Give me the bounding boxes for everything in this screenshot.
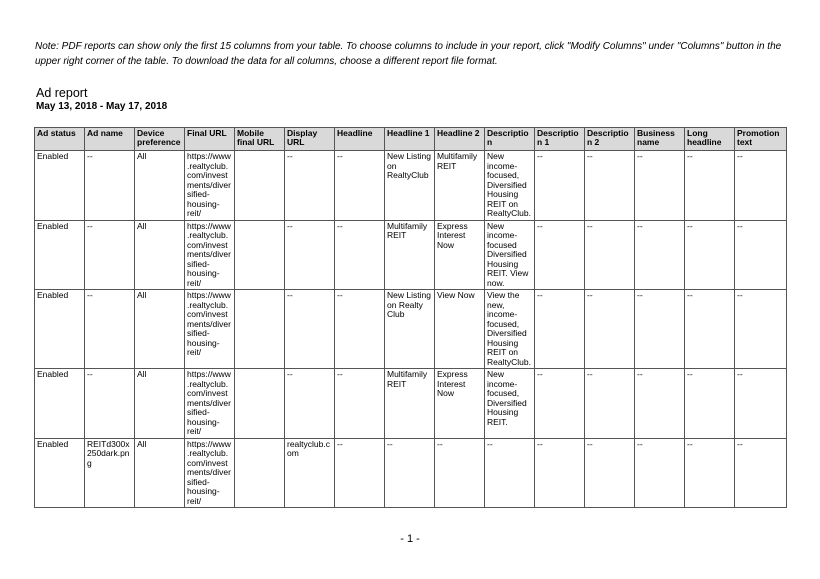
cell-display-url: --	[285, 290, 335, 369]
cell-description-1: --	[535, 220, 585, 290]
cell-display-url: realtyclub.com	[285, 438, 335, 508]
cell-long-headline: --	[685, 220, 735, 290]
report-note: Note: PDF reports can show only the first 15 columns from your table. To choose columns to include in your report, click "Modify Columns" under "Columns" button in the upper right corner of the table. To download the data for all columns, choose a different report file format.	[35, 41, 782, 67]
cell-promotion-text: --	[735, 369, 787, 439]
cell-headline-1: New Listing on RealtyClub	[385, 151, 435, 221]
cell-final-url: https://www.realtyclub.com/investments/diversified-housing-reit/	[185, 438, 235, 508]
cell-device-preference: All	[135, 438, 185, 508]
cell-mobile-final-url	[235, 290, 285, 369]
cell-headline: --	[335, 369, 385, 439]
cell-business-name: --	[635, 220, 685, 290]
cell-final-url: https://www.realtyclub.com/investments/diversified-housing-reit/	[185, 369, 235, 439]
header-promotion-text: Promotion text	[735, 128, 787, 151]
cell-description-2: --	[585, 220, 635, 290]
cell-headline-2: Express Interest Now	[435, 220, 485, 290]
cell-ad-name: REITd300x250dark.png	[85, 438, 135, 508]
header-long-headline: Long headline	[685, 128, 735, 151]
cell-promotion-text: --	[735, 220, 787, 290]
table-row	[35, 220, 787, 290]
cell-final-url: https://www.realtyclub.com/investments/diversified-housing-reit/	[185, 290, 235, 369]
cell-headline-2: Multifamily REIT	[435, 151, 485, 221]
cell-headline-2: --	[435, 438, 485, 508]
cell-long-headline: --	[685, 151, 735, 221]
table-header-row	[35, 128, 787, 151]
cell-description: New income-focused Diversified Housing REIT. View now.	[485, 220, 535, 290]
header-headline-2: Headline 2	[435, 128, 485, 151]
cell-final-url: https://www.realtyclub.com/investments/diversified-housing-reit/	[185, 220, 235, 290]
cell-device-preference: All	[135, 220, 185, 290]
cell-description-2: --	[585, 151, 635, 221]
cell-description-1: --	[535, 438, 585, 508]
header-final-url: Final URL	[185, 128, 235, 151]
table-row	[35, 290, 787, 369]
cell-headline: --	[335, 438, 385, 508]
cell-description-1: --	[535, 369, 585, 439]
header-business-name: Business name	[635, 128, 685, 151]
cell-promotion-text: --	[735, 290, 787, 369]
header-description: Description	[485, 128, 535, 151]
cell-description-2: --	[585, 438, 635, 508]
table-row	[35, 369, 787, 439]
cell-ad-name: --	[85, 151, 135, 221]
cell-description: View the new, income-focused, Diversified Housing REIT on RealtyClub.	[485, 290, 535, 369]
cell-description: --	[485, 438, 535, 508]
table-row	[35, 438, 787, 508]
header-device-preference: Device preference	[135, 128, 185, 151]
header-headline-1: Headline 1	[385, 128, 435, 151]
table-row	[35, 151, 787, 221]
cell-ad-name: --	[85, 290, 135, 369]
cell-business-name: --	[635, 369, 685, 439]
cell-long-headline: --	[685, 290, 735, 369]
cell-promotion-text: --	[735, 151, 787, 221]
cell-ad-status: Enabled	[35, 220, 85, 290]
ad-report-table	[34, 127, 787, 508]
cell-description-2: --	[585, 290, 635, 369]
cell-mobile-final-url	[235, 220, 285, 290]
cell-device-preference: All	[135, 151, 185, 221]
cell-ad-status: Enabled	[35, 438, 85, 508]
cell-description: New income-focused, Diversified Housing REIT on RealtyClub.	[485, 151, 535, 221]
page-number: - 1 -	[400, 533, 420, 545]
cell-device-preference: All	[135, 290, 185, 369]
cell-headline-1: New Listing on Realty Club	[385, 290, 435, 369]
cell-headline-1: Multifamily REIT	[385, 369, 435, 439]
cell-business-name: --	[635, 290, 685, 369]
cell-display-url: --	[285, 220, 335, 290]
cell-device-preference: All	[135, 369, 185, 439]
cell-display-url: --	[285, 151, 335, 221]
cell-promotion-text: --	[735, 438, 787, 508]
cell-ad-name: --	[85, 220, 135, 290]
cell-mobile-final-url	[235, 438, 285, 508]
cell-ad-status: Enabled	[35, 151, 85, 221]
report-title: Ad report	[36, 86, 88, 100]
cell-business-name: --	[635, 438, 685, 508]
cell-long-headline: --	[685, 438, 735, 508]
cell-description-1: --	[535, 290, 585, 369]
cell-description-1: --	[535, 151, 585, 221]
header-description-2: Description 2	[585, 128, 635, 151]
header-ad-status: Ad status	[35, 128, 85, 151]
cell-ad-name: --	[85, 369, 135, 439]
cell-headline: --	[335, 151, 385, 221]
cell-display-url: --	[285, 369, 335, 439]
cell-business-name: --	[635, 151, 685, 221]
header-mobile-final-url: Mobile final URL	[235, 128, 285, 151]
header-ad-name: Ad name	[85, 128, 135, 151]
cell-description-2: --	[585, 369, 635, 439]
header-description-1: Description 1	[535, 128, 585, 151]
cell-headline-1: Multifamily REIT	[385, 220, 435, 290]
cell-final-url: https://www.realtyclub.com/investments/diversified-housing-reit/	[185, 151, 235, 221]
cell-headline-1: --	[385, 438, 435, 508]
cell-description: New income-focused, Diversified Housing REIT.	[485, 369, 535, 439]
date-range: May 13, 2018 - May 17, 2018	[36, 101, 168, 112]
cell-headline: --	[335, 220, 385, 290]
header-headline: Headline	[335, 128, 385, 151]
cell-headline: --	[335, 290, 385, 369]
cell-mobile-final-url	[235, 151, 285, 221]
cell-headline-2: View Now	[435, 290, 485, 369]
cell-ad-status: Enabled	[35, 290, 85, 369]
cell-mobile-final-url	[235, 369, 285, 439]
cell-headline-2: Express Interest Now	[435, 369, 485, 439]
cell-ad-status: Enabled	[35, 369, 85, 439]
cell-long-headline: --	[685, 369, 735, 439]
header-display-url: Display URL	[285, 128, 335, 151]
